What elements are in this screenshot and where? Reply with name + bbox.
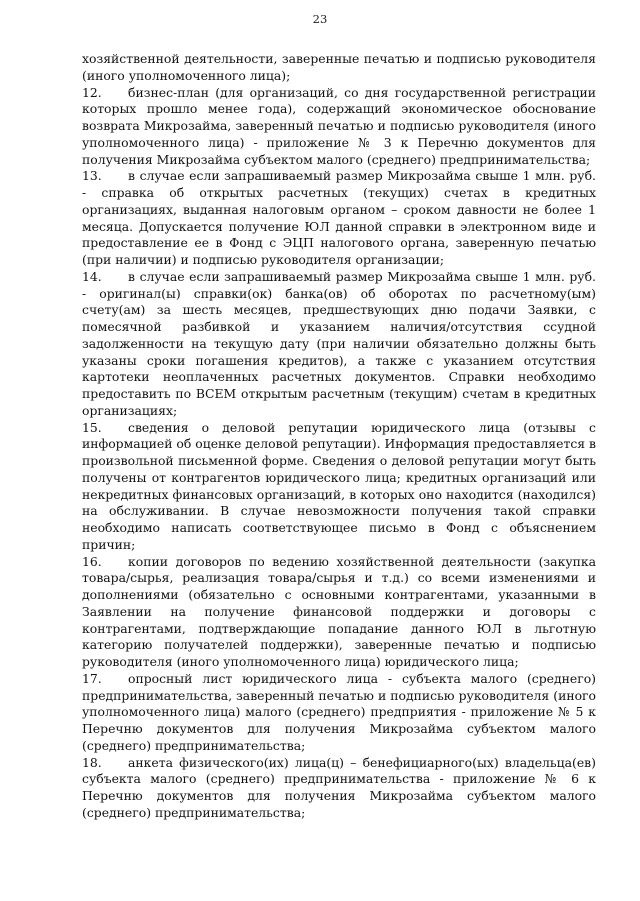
- item-text: бизнес-план (для организаций, со дня государственной регистрации которых прошло менее года), содержащий экономическое обоснование возврата Микрозайма, заверенный печатью и подписью руководителя (иного уполномоченного лица) - приложение № 3 к Перечню документов для получения Микрозайма субъектом малого (среднего) предпринимательства;: [82, 84, 596, 167]
- item-number: 17.: [82, 670, 102, 686]
- item-text: копии договоров по ведению хозяйственной деятельности (закупка товара/сырья, реализация товара/сырья и т.д.) со всеми изменениями и дополнениями (обязательно с основными контрагентами, указанными в Заявлении на получение финансовой поддержки и договоры с контрагентами, подтверждающие попадание данного ЮЛ в льготную категорию получателей поддержки), заверенные печатью и подписью руководителя (иного уполномоченного лица) юридического лица;: [82, 553, 596, 669]
- list-item-15: [82, 420, 596, 554]
- item-number: 15.: [82, 419, 102, 435]
- page-number: 23: [312, 12, 328, 26]
- item-number: 12.: [82, 84, 102, 100]
- item-text: в случае если запрашиваемый размер Микрозайма свыше 1 млн. руб. - справка об открытых расчетных (текущих) счетах в кредитных организациях, выданная налоговым органом – сроком давности не более 1 месяца. Допускается получение ЮЛ данной справки в электронном виде и предоставление ее в Фонд с ЭЦП налогового органа, заверенную печатью (при наличии) и подписью руководителя организации;: [82, 168, 596, 267]
- item-number: 13.: [82, 168, 102, 184]
- list-item-16: [82, 554, 596, 671]
- item-text: сведения о деловой репутации юридического лица (отзывы с информацией об оценке деловой репутации). Информация предоставляется в произвольной письменной форме. Сведения о деловой репутации могут быть получены от контрагентов юридического лица; кредитных организаций или некредитных финансовых организаций, в которых оно находится (находился) на обслуживании. В случае невозможности получения такой справки необходимо написать соответствующее письмо в Фонд с объяснением причин;: [82, 419, 596, 552]
- list-item-12: [82, 85, 596, 169]
- item-number: 18.: [82, 754, 102, 770]
- item-number: 16.: [82, 553, 102, 569]
- continuation-paragraph: хозяйственной деятельности, заверенные печатью и подписью руководителя (иного уполномоченного лица);: [82, 51, 596, 83]
- list-item-13: [82, 168, 596, 269]
- document-body: [82, 51, 596, 822]
- list-item-14: [82, 269, 596, 420]
- item-number: 14.: [82, 268, 102, 284]
- item-text: в случае если запрашиваемый размер Микрозайма свыше 1 млн. руб. - оригинал(ы) справки(ок) банка(ов) об оборотах по расчетному(ым) счету(ам) за шесть месяцев, предшествующих дню подачи Заявки, с помесячной разбивкой и указанием наличия/отсутствия ссудной задолженности на текущую дату (при наличии обязательно должны быть указаны сроки погашения кредитов), а также с указанием отсутствия картотеки неоплаченных расчетных документов. Справки необходимо предоставить по ВСЕМ открытым расчетным (текущим) счетам в кредитных организациях;: [82, 268, 596, 418]
- list-item-17: [82, 671, 596, 755]
- item-text: опросный лист юридического лица - субъекта малого (среднего) предпринимательства, заверенный печатью и подписью руководителя (иного уполномоченного лица) малого (среднего) предприятия - приложение № 5 к Перечню документов для получения Микрозайма субъектом малого (среднего) предпринимательства;: [82, 670, 596, 753]
- list-item-18: [82, 755, 596, 822]
- item-text: анкета физического(их) лица(ц) – бенефициарного(ых) владельца(ев) субъекта малого (среднего) предпринимательства - приложение № 6 к Перечню документов для получения Микрозайма субъектом малого (среднего) предпринимательства;: [82, 754, 596, 820]
